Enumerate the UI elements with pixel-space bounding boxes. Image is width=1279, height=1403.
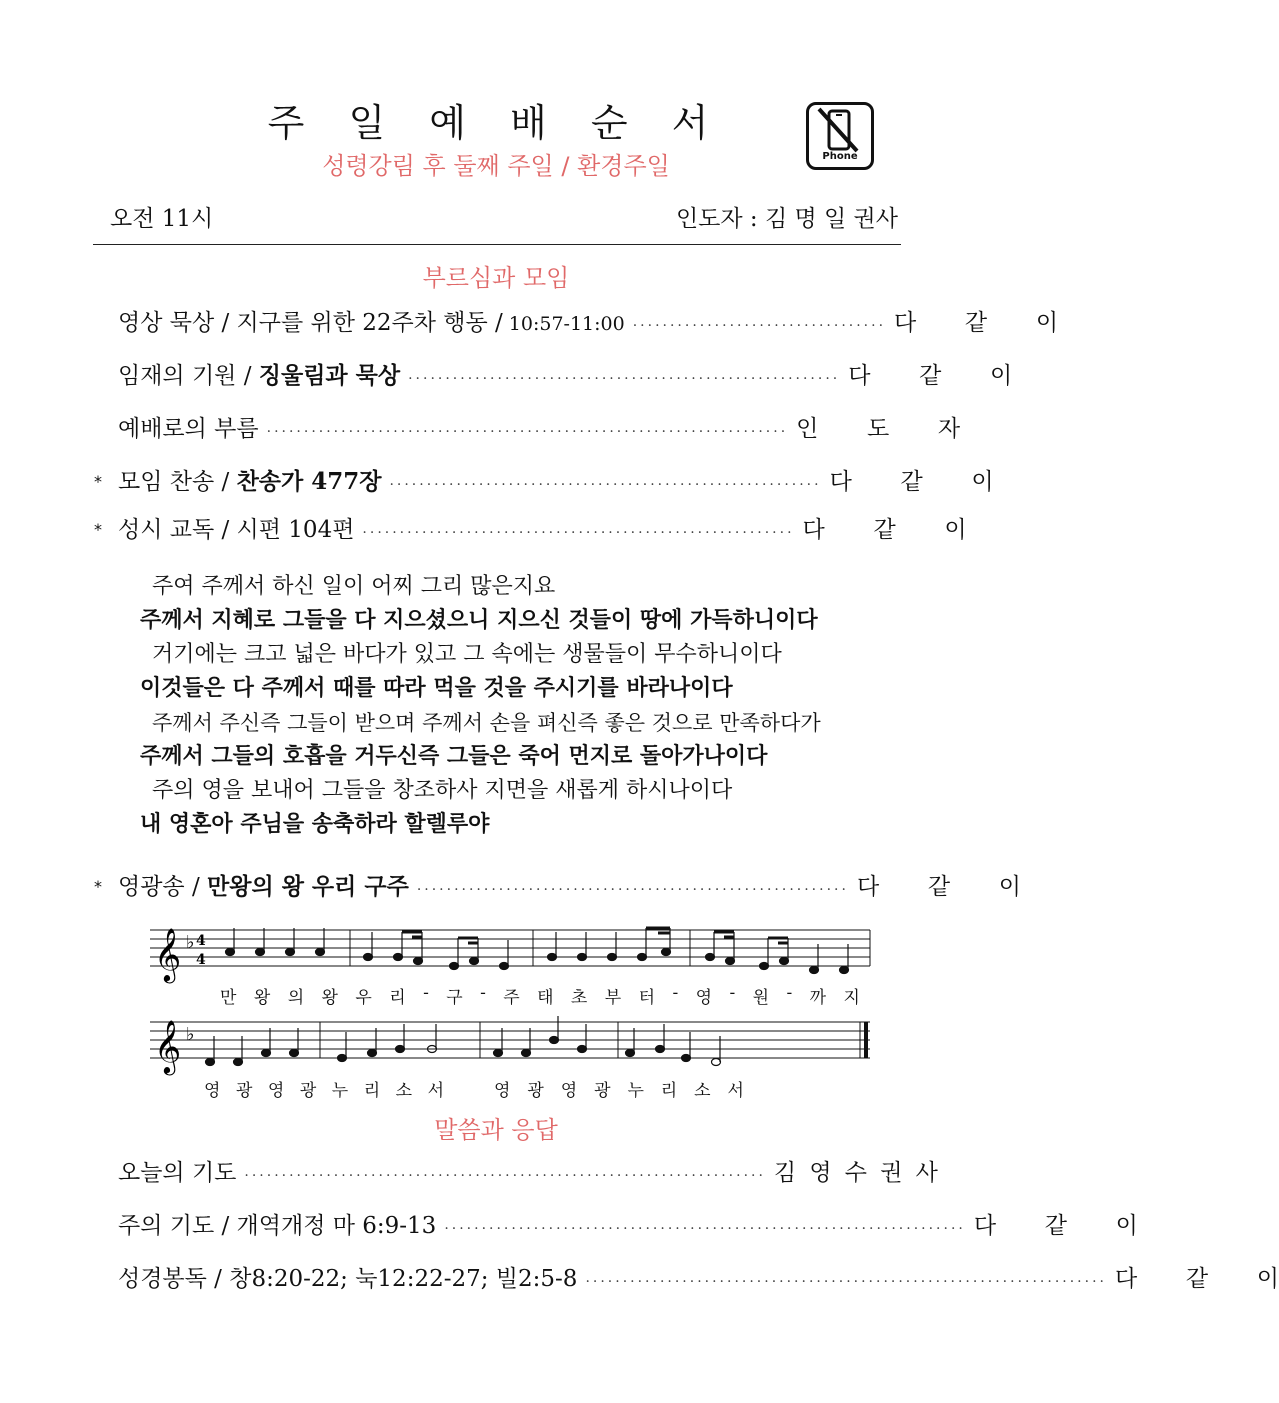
- performer-char: 도: [867, 416, 890, 442]
- lyric-syllable: -: [480, 983, 486, 1003]
- leader-dots: ······································································: [585, 1274, 1107, 1290]
- order-item-label: [118, 868, 409, 901]
- performer-char: 이: [990, 363, 1013, 389]
- performer-char: 이: [1035, 310, 1059, 336]
- lyric-syllable: 서: [427, 1081, 444, 1101]
- lyric-syllable: 우: [355, 988, 372, 1008]
- performer-char: 같: [927, 874, 951, 900]
- svg-text:𝄞: 𝄞: [154, 1019, 182, 1073]
- order-item-performer: [830, 463, 994, 496]
- service-leader: 인도자 : 김 명 일 권사: [675, 206, 898, 232]
- leader-dots: ··························································: [362, 525, 795, 541]
- lyric-syllable: 서: [727, 1081, 744, 1101]
- order-item-scripture-reading: [118, 1260, 1279, 1294]
- order-item-label-text: 임재의 기원 /: [118, 363, 259, 389]
- lyric-syllable: 영: [695, 988, 713, 1008]
- order-item-performer: [774, 1154, 938, 1187]
- order-item-label-bold: 찬송가 477장: [236, 468, 382, 495]
- performer-char: 수: [844, 1160, 868, 1186]
- order-item-invocation: [118, 357, 1013, 391]
- order-item-label: 성경봉독 / 창8:20-22; 눅12:22-27; 빌2:5-8: [118, 1266, 578, 1292]
- order-item-performer: [974, 1207, 1138, 1240]
- standing-mark: *: [94, 520, 102, 539]
- psalm-line-leader: 주께서 주신즉 그들이 받으며 주께서 손을 펴신즉 좋은 것으로 만족하다가: [152, 711, 821, 735]
- performer-char: 같: [1044, 1213, 1067, 1239]
- order-item-label-text: 모임 찬송 /: [118, 469, 237, 495]
- order-item-label: 성시 교독 / 시편 104편: [118, 517, 355, 543]
- performer-char: 권: [880, 1160, 903, 1186]
- order-item-performer: [894, 304, 1058, 337]
- lyric-syllable: -: [672, 983, 679, 1003]
- svg-text:4: 4: [196, 933, 206, 949]
- standing-mark: *: [94, 877, 102, 896]
- no-phone-icon: [806, 102, 874, 170]
- standing-mark: *: [94, 472, 102, 491]
- service-time: 오전 11시: [110, 206, 214, 232]
- performer-char: 인: [796, 416, 819, 442]
- order-item-performer: [848, 357, 1012, 390]
- psalm-line-response: 주께서 지혜로 그들을 다 지으셨으니 지으신 것들이 땅에 가득하니이다: [140, 608, 818, 633]
- lyric-syllable: 왕: [321, 988, 338, 1008]
- order-item-call-to-worship: [118, 410, 961, 444]
- lyric-syllable: 구: [446, 988, 463, 1008]
- lyric-syllable: 영: [560, 1081, 578, 1101]
- order-item-label: [118, 463, 381, 496]
- lyric-syllable: 의: [287, 988, 305, 1008]
- order-item-prayer: [118, 1154, 938, 1188]
- music-staff-1: [150, 920, 880, 980]
- order-item-responsive-reading: [118, 511, 967, 545]
- lyric-syllable: 만: [220, 988, 237, 1008]
- lyric-syllable: 광: [299, 1081, 317, 1101]
- performer-char: 김: [773, 1160, 797, 1186]
- leader-dots: ··························································: [389, 477, 822, 493]
- performer-char: 다: [973, 1213, 997, 1239]
- lyric-syllable: 부: [604, 988, 622, 1008]
- lyric-syllable: 왕: [253, 988, 271, 1008]
- leader-dots: ··································: [632, 318, 887, 334]
- lyric-syllable: -: [729, 983, 736, 1003]
- performer-char: 다: [856, 874, 880, 900]
- psalm-line-response: 이것들은 다 주께서 때를 따라 먹을 것을 주시기를 바라나이다: [140, 676, 733, 701]
- performer-char: 이: [944, 517, 967, 543]
- order-item-lords-prayer: [118, 1207, 1138, 1241]
- lyric-syllable: 광: [235, 1081, 253, 1101]
- lyrics-line-2a: [204, 1076, 444, 1101]
- performer-char: 같: [873, 517, 896, 543]
- lyrics-line-2b: [494, 1076, 744, 1101]
- order-item-label: 예배로의 부름: [118, 416, 259, 442]
- performer-char: 이: [998, 874, 1021, 900]
- lyric-syllable: 광: [527, 1081, 544, 1101]
- header-divider: [93, 244, 901, 245]
- section-title-calling: 부르심과 모임: [422, 264, 570, 292]
- lyric-syllable: 소: [694, 1081, 711, 1101]
- page-title: 주 일 예 배 순 서: [267, 101, 725, 145]
- lyric-syllable: 터: [638, 988, 656, 1008]
- order-item-performer: [796, 410, 960, 443]
- order-item-label: 주의 기도 / 개역개정 마 6:9-13: [118, 1213, 437, 1239]
- psalm-line-leader: 거기에는 크고 넓은 바다가 있고 그 속에는 생물들이 무수하니이다: [152, 642, 782, 667]
- lyric-syllable: -: [423, 983, 429, 1003]
- order-item-label: [118, 357, 400, 390]
- psalm-line-response: 주께서 그들의 호흡을 거두신즉 그들은 죽어 먼지로 돌아가나이다: [140, 744, 768, 769]
- leader-dots: ··························································: [408, 371, 841, 387]
- lyric-syllable: 누: [627, 1081, 644, 1101]
- phone-label: Phone: [822, 151, 858, 162]
- leader-dots: ··························································: [416, 882, 849, 898]
- leader-dots: ······································································: [444, 1221, 966, 1237]
- lyric-syllable: 지: [843, 988, 860, 1008]
- leader-dots: ······································································: [244, 1168, 766, 1184]
- order-item-video-meditation: [118, 304, 1059, 338]
- order-item-performer: [857, 868, 1021, 901]
- psalm-line-leader: 주의 영을 보내어 그들을 창조하사 지면을 새롭게 하시나이다: [152, 778, 733, 803]
- order-item-performer: [803, 511, 967, 544]
- performer-char: 같: [900, 469, 923, 495]
- order-item-label-bold: 징울림과 묵상: [258, 362, 401, 389]
- performer-char: 같: [964, 310, 988, 336]
- psalm-line-response: 내 영혼아 주님을 송축하라 할렐루야: [140, 812, 490, 837]
- lyric-syllable: 리: [363, 1081, 381, 1101]
- lyric-syllable: 영: [267, 1081, 285, 1101]
- lyric-syllable: -: [786, 983, 793, 1003]
- performer-char: 같: [1185, 1266, 1209, 1292]
- lyric-syllable: 영: [494, 1081, 511, 1101]
- performer-char: 다: [829, 469, 852, 495]
- psalm-reading: [140, 570, 900, 842]
- lyric-syllable: 초: [570, 988, 588, 1008]
- svg-text:♭: ♭: [186, 932, 195, 953]
- order-item-performer: [1115, 1260, 1279, 1293]
- performer-char: 이: [1256, 1266, 1279, 1292]
- music-staff-2: [150, 1012, 880, 1072]
- lyric-syllable: 소: [395, 1081, 413, 1101]
- performer-char: 다: [802, 517, 825, 543]
- order-item-time: 10:57-11:00: [508, 313, 625, 335]
- performer-char: 이: [1115, 1213, 1138, 1239]
- performer-char: 사: [915, 1160, 938, 1186]
- performer-char: 다: [894, 310, 917, 336]
- lyrics-line-1: [220, 983, 860, 1008]
- lyric-syllable: 태: [537, 988, 554, 1008]
- lyric-syllable: 원: [752, 988, 770, 1008]
- performer-char: 다: [1114, 1266, 1138, 1292]
- lyric-syllable: 광: [594, 1081, 611, 1101]
- lyric-syllable: 누: [331, 1081, 349, 1101]
- performer-char: 다: [848, 363, 871, 389]
- performer-char: 같: [919, 363, 942, 389]
- page-subtitle: 성령강림 후 둘째 주일 / 환경주일: [322, 152, 670, 180]
- lyric-syllable: 까: [809, 988, 827, 1008]
- section-title-word: 말씀과 응답: [434, 1116, 558, 1144]
- order-item-label-bold: 만왕의 왕 우리 구주: [207, 873, 409, 900]
- lyric-syllable: 주: [503, 988, 520, 1008]
- performer-char: 영: [809, 1160, 832, 1186]
- order-item-gloria: [118, 868, 1021, 902]
- psalm-line-leader: 주여 주께서 하신 일이 어찌 그리 많은지요: [152, 574, 556, 599]
- performer-char: 이: [971, 469, 994, 495]
- performer-char: 자: [937, 416, 961, 442]
- order-item-gathering-hymn: [118, 463, 994, 497]
- svg-text:4: 4: [196, 952, 206, 968]
- lyric-syllable: 영: [204, 1081, 221, 1101]
- lyric-syllable: 리: [389, 988, 406, 1008]
- order-item-label: 영상 묵상 / 지구를 위한 22주차 행동 /: [118, 310, 503, 336]
- order-item-label-text: 영광송 /: [118, 874, 208, 900]
- order-item-label: 오늘의 기도: [118, 1160, 237, 1186]
- lyric-syllable: 리: [660, 1081, 678, 1101]
- svg-text:♭: ♭: [186, 1024, 195, 1045]
- svg-text:𝄞: 𝄞: [154, 927, 182, 981]
- leader-dots: ······································································: [266, 424, 789, 440]
